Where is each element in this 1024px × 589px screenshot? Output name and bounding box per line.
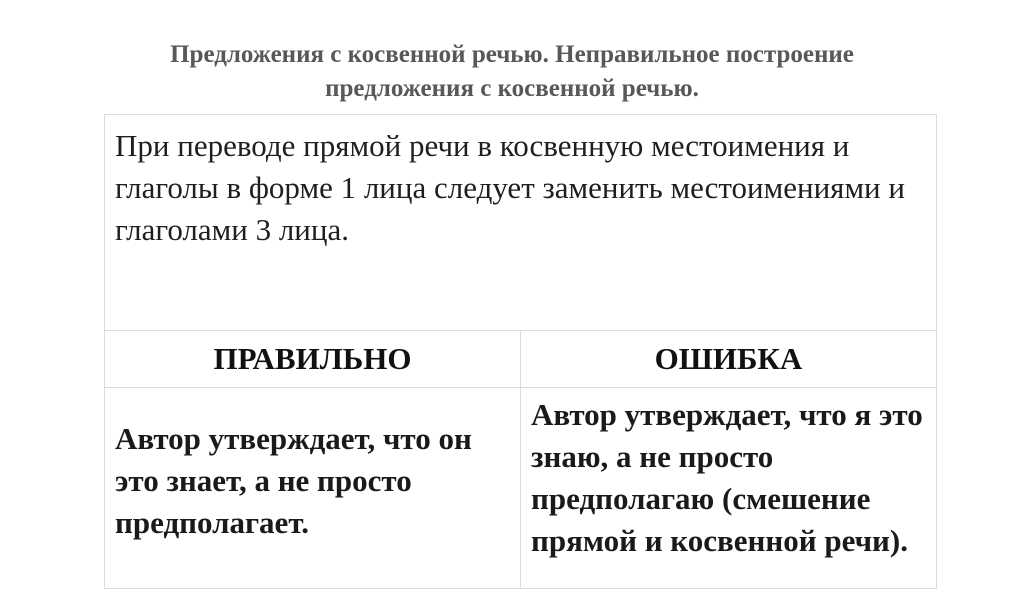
- header-row: [105, 331, 937, 388]
- rule-cell: [105, 115, 937, 331]
- content-table: [104, 114, 937, 589]
- slide-title-line-1: Предложения с косвенной речью. Неправильное построение: [170, 41, 854, 68]
- correct-example-text: Автор утверждает, что он это знает, а не просто предполагает.: [115, 421, 472, 540]
- rule-text: При переводе прямой речи в косвенную местоимения и глаголы в форме 1 лица следует заменить местоимениями и глаголами 3 лица.: [115, 128, 905, 247]
- example-row: [105, 388, 937, 589]
- error-column-header: ОШИБКА: [521, 331, 937, 388]
- rule-row: [105, 115, 937, 331]
- slide-title-line-2: предложения с косвенной речью.: [325, 75, 699, 102]
- error-example-cell: [521, 388, 937, 589]
- correct-example-cell: [105, 388, 521, 589]
- error-example-text: Автор утверждает, что я это знаю, а не просто предполагаю (смешение прямой и косвенной речи).: [531, 397, 923, 558]
- correct-column-header: ПРАВИЛЬНО: [105, 331, 521, 388]
- slide-title: [60, 38, 964, 106]
